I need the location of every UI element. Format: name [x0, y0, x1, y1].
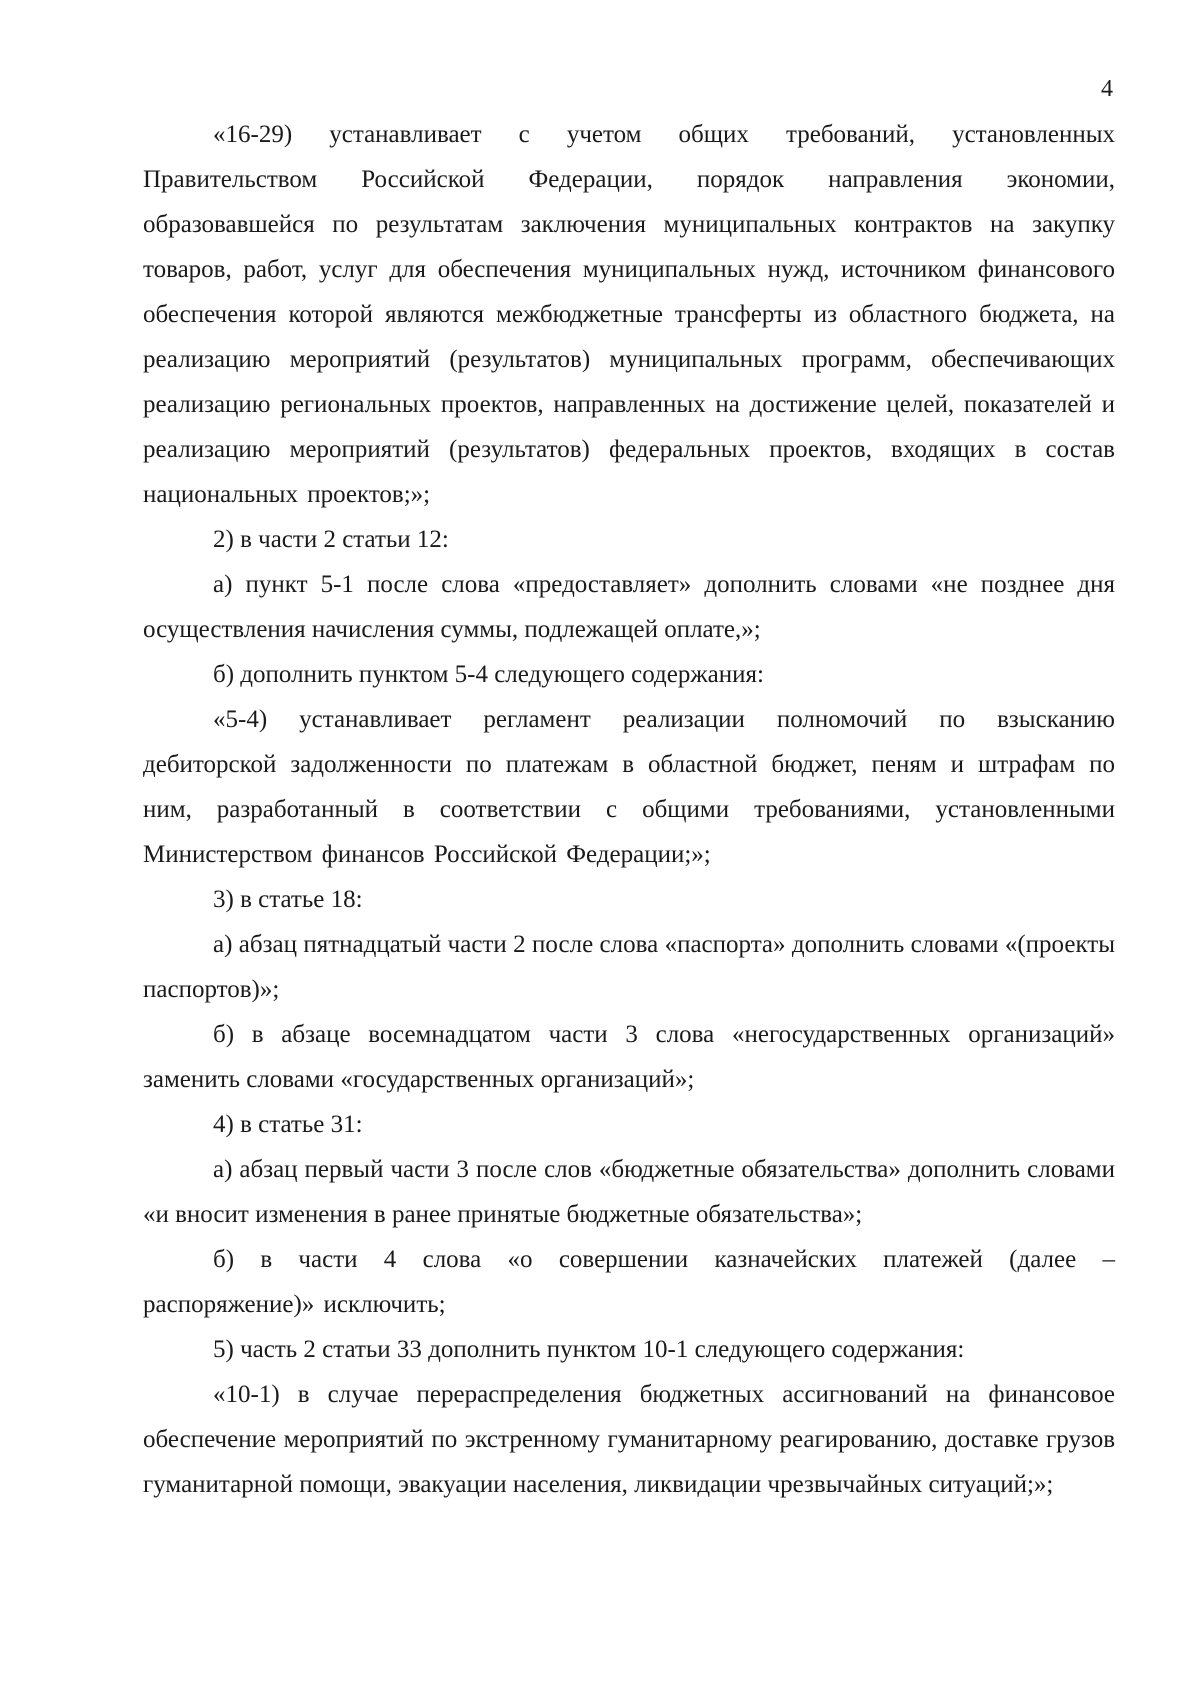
- paragraph-item-4: 4) в статье 31:: [213, 1111, 363, 1138]
- document-body: [143, 112, 1115, 1507]
- paragraph-item-4b: б) в части 4 слова «о совершении казначейских платежей (далее – распоряжение)» исключить;: [143, 1246, 1115, 1318]
- paragraph-item-3b: б) в абзаце восемнадцатом части 3 слова «негосударственных организаций» заменить словами «государственных организаций»;: [143, 1021, 1115, 1093]
- paragraph-item-2: 2) в части 2 статьи 12:: [213, 526, 449, 553]
- page-number: 4: [1101, 76, 1113, 102]
- paragraph-item-5: 5) часть 2 статьи 33 дополнить пунктом 10-1 следующего содержания:: [213, 1336, 965, 1363]
- paragraph-item-3: 3) в статье 18:: [213, 886, 363, 913]
- paragraph-5-4: «5-4) устанавливает регламент реализации полномочий по взысканию дебиторской задолженности по платежам в областной бюджет, пеням и штрафам по ним, разработанный в соответствии с общими требованиями, установленными Министерством финансов Российской Федерации;»;: [143, 706, 1115, 868]
- paragraph-item-2a: а) пункт 5-1 после слова «предоставляет» дополнить словами «не позднее дня осуществления начисления суммы, подлежащей оплате,»;: [143, 571, 1115, 643]
- paragraph-16-29: «16-29) устанавливает с учетом общих требований, установленных Правительством Российской Федерации, порядок направления экономии, образовавшейся по результатам заключения муниципальных контрактов на закупку товаров, работ, услуг для обеспечения муниципальных нужд, источником финансового обеспечения которой являются межбюджетные трансферты из областного бюджета, на реализацию мероприятий (результатов) муниципальных программ, обеспечивающих реализацию региональных проектов, направленных на достижение целей, показателей и реализацию мероприятий (результатов) федеральных проектов, входящих в состав национальных проектов;»;: [143, 121, 1115, 508]
- paragraph-item-4a: а) абзац первый части 3 после слов «бюджетные обязательства» дополнить словами «и вносит изменения в ранее принятые бюджетные обязательства»;: [143, 1156, 1115, 1228]
- paragraph-10-1: «10-1) в случае перераспределения бюджетных ассигнований на финансовое обеспечение мероприятий по экстренному гуманитарному реагированию, доставке грузов гуманитарной помощи, эвакуации населения, ликвидации чрезвычайных ситуаций;»;: [143, 1381, 1115, 1498]
- paragraph-item-3a: а) абзац пятнадцатый части 2 после слова «паспорта» дополнить словами «(проекты паспортов)»;: [143, 931, 1115, 1003]
- paragraph-item-2b: б) дополнить пунктом 5-4 следующего содержания:: [213, 661, 764, 688]
